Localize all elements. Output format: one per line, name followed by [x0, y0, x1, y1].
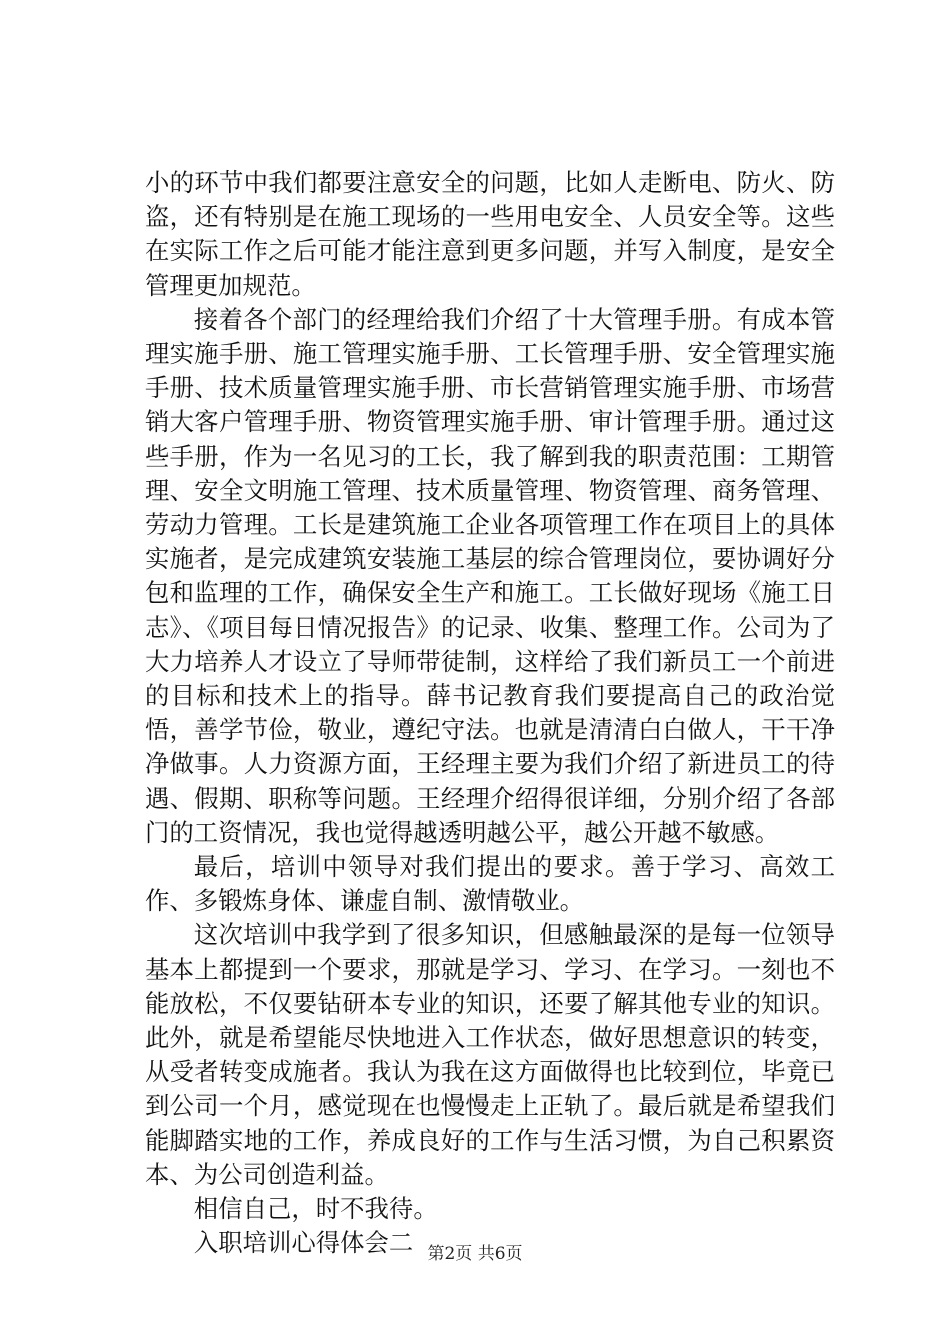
paragraph-1: 小的环节中我们都要注意安全的问题，比如人走断电、防火、防盗，还有特别是在施工现场的一些用电安全、人员安全等。这些在实际工作之后可能才能注意到更多问题，并写入制度，是安全管理更加规范。: [145, 168, 835, 300]
paragraph-3: 最后，培训中领导对我们提出的要求。善于学习、高效工作、多锻炼身体、谦虚自制、激情敬业。: [145, 852, 835, 916]
paragraph-5: 相信自己，时不我待。: [193, 1194, 438, 1224]
paragraph-2: 接着各个部门的经理给我们介绍了十大管理手册。有成本管理实施手册、施工管理实施手册、工长管理手册、安全管理实施手册、技术质量管理实施手册、市长营销管理实施手册、市场营销大客户管理手册、物资管理实施手册、审计管理手册。通过这些手册，作为一名见习的工长，我了解到我的职责范围：工期管理、安全文明施工管理、技术质量管理、物资管理、商务管理、劳动力管理。工长是建筑施工企业各项管理工作在项目上的具体实施者，是完成建筑安装施工基层的综合管理岗位，要协调好分包和监理的工作，确保安全生产和施工。工长做好现场《施工日志》、《项目每日情况报告》的记录、收集、整理工作。公司为了大力培养人才设立了导师带徒制，这样给了我们新员工一个前进的目标和技术上的指导。薛书记教育我们要提高自己的政治觉悟，善学节俭，敬业，遵纪守法。也就是清清白白做人，干干净净做事。人力资源方面，王经理主要为我们介绍了新进员工的待遇、假期、职称等问题。王经理介绍得很详细，分别介绍了各部门的工资情况，我也觉得越透明越公平，越公开越不敏感。: [145, 304, 835, 847]
paragraph-4: 这次培训中我学到了很多知识，但感触最深的是每一位领导基本上都提到一个要求，那就是学习、学习、在学习。一刻也不能放松，不仅要钻研本专业的知识，还要了解其他专业的知识。此外，就是希望能尽快地进入工作状态，做好思想意识的转变，从受者转变成施者。我认为我在这方面做得也比较到位，毕竟已到公司一个月，感觉现在也慢慢走上正轨了。最后就是希望我们能脚踏实地的工作，养成良好的工作与生活习惯，为自己积累资本、为公司创造利益。: [145, 920, 835, 1189]
page-footer: [0, 1244, 950, 1264]
document-body: [145, 166, 835, 1261]
page-number: 第2页 共6页: [427, 1244, 523, 1264]
section-heading: 入职培训心得体会二: [193, 1228, 414, 1258]
